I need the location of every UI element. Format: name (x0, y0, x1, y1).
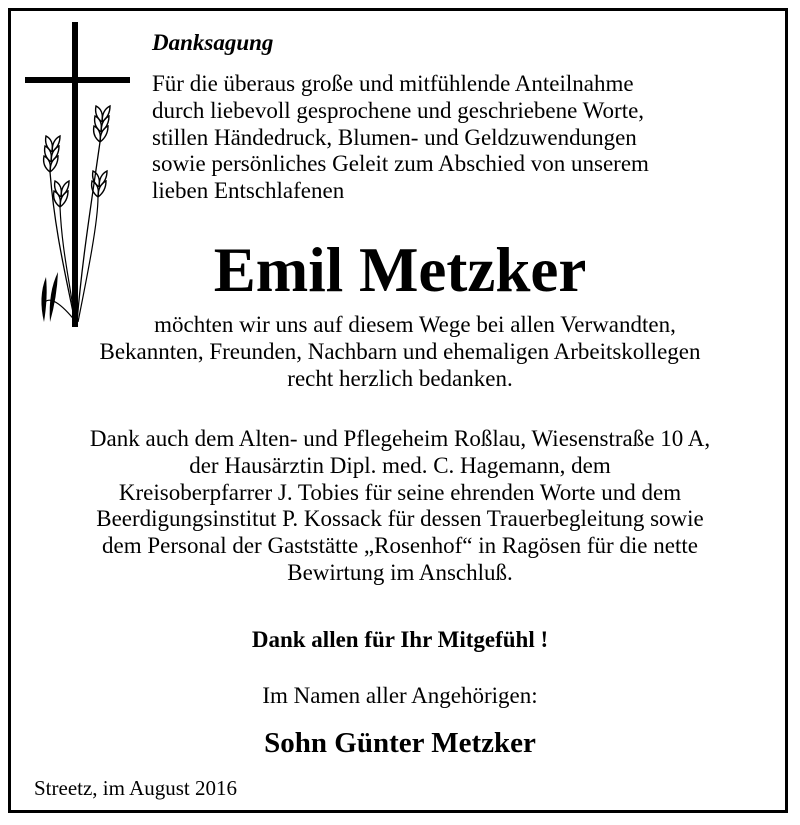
special-thanks-line: der Hausärztin Dipl. med. C. Hagemann, dem (189, 452, 611, 478)
intro-line: Für die überaus große und mitfühlende Anteilnahme (152, 71, 634, 96)
intro-line: lieben Entschlafenen (152, 178, 345, 204)
signature: Sohn Günter Metzker (264, 727, 536, 759)
special-thanks-line: Beerdigungsinstitut P. Kossack für dessen Trauerbegleitung sowie (96, 506, 704, 532)
thanks-line: Bekannten, Freunden, Nachbarn und ehemaligen Arbeitskollegen (99, 338, 701, 364)
intro-line: durch liebevoll gesprochene und geschriebene Worte, (152, 97, 645, 123)
thanks-line: möchten wir uns auf diesem Wege bei allen Verwandten, (154, 312, 676, 337)
special-thanks-line: dem Personal der Gaststätte „Rosenhof“ in Ragösen für die nette (102, 533, 698, 559)
thanks-text (0, 312, 800, 392)
special-thanks-line: Kreisoberpfarrer J. Tobies für seine ehrenden Worte und dem (118, 479, 682, 505)
intro-line: stillen Händedruck, Blumen- und Geldzuwendungen (152, 124, 637, 150)
intro-text (152, 71, 649, 205)
deceased-name: Emil Metzker (213, 235, 587, 305)
on-behalf-line: Im Namen aller Angehörigen: (262, 683, 538, 708)
place-date: Streetz, im August 2016 (34, 776, 237, 800)
notice-heading: Danksagung (152, 30, 274, 55)
intro-line: sowie persönliches Geleit zum Abschied von unserem (152, 151, 649, 177)
closing-line: Dank allen für Ihr Mitgefühl ! (251, 627, 549, 652)
special-thanks-line: Dank auch dem Alten- und Pflegeheim Roßlau, Wiesenstraße 10 A, (89, 426, 711, 451)
thanks-line: recht herzlich bedanken. (287, 365, 513, 391)
special-thanks-line: Bewirtung im Anschluß. (287, 559, 513, 585)
special-thanks-text (0, 426, 800, 587)
